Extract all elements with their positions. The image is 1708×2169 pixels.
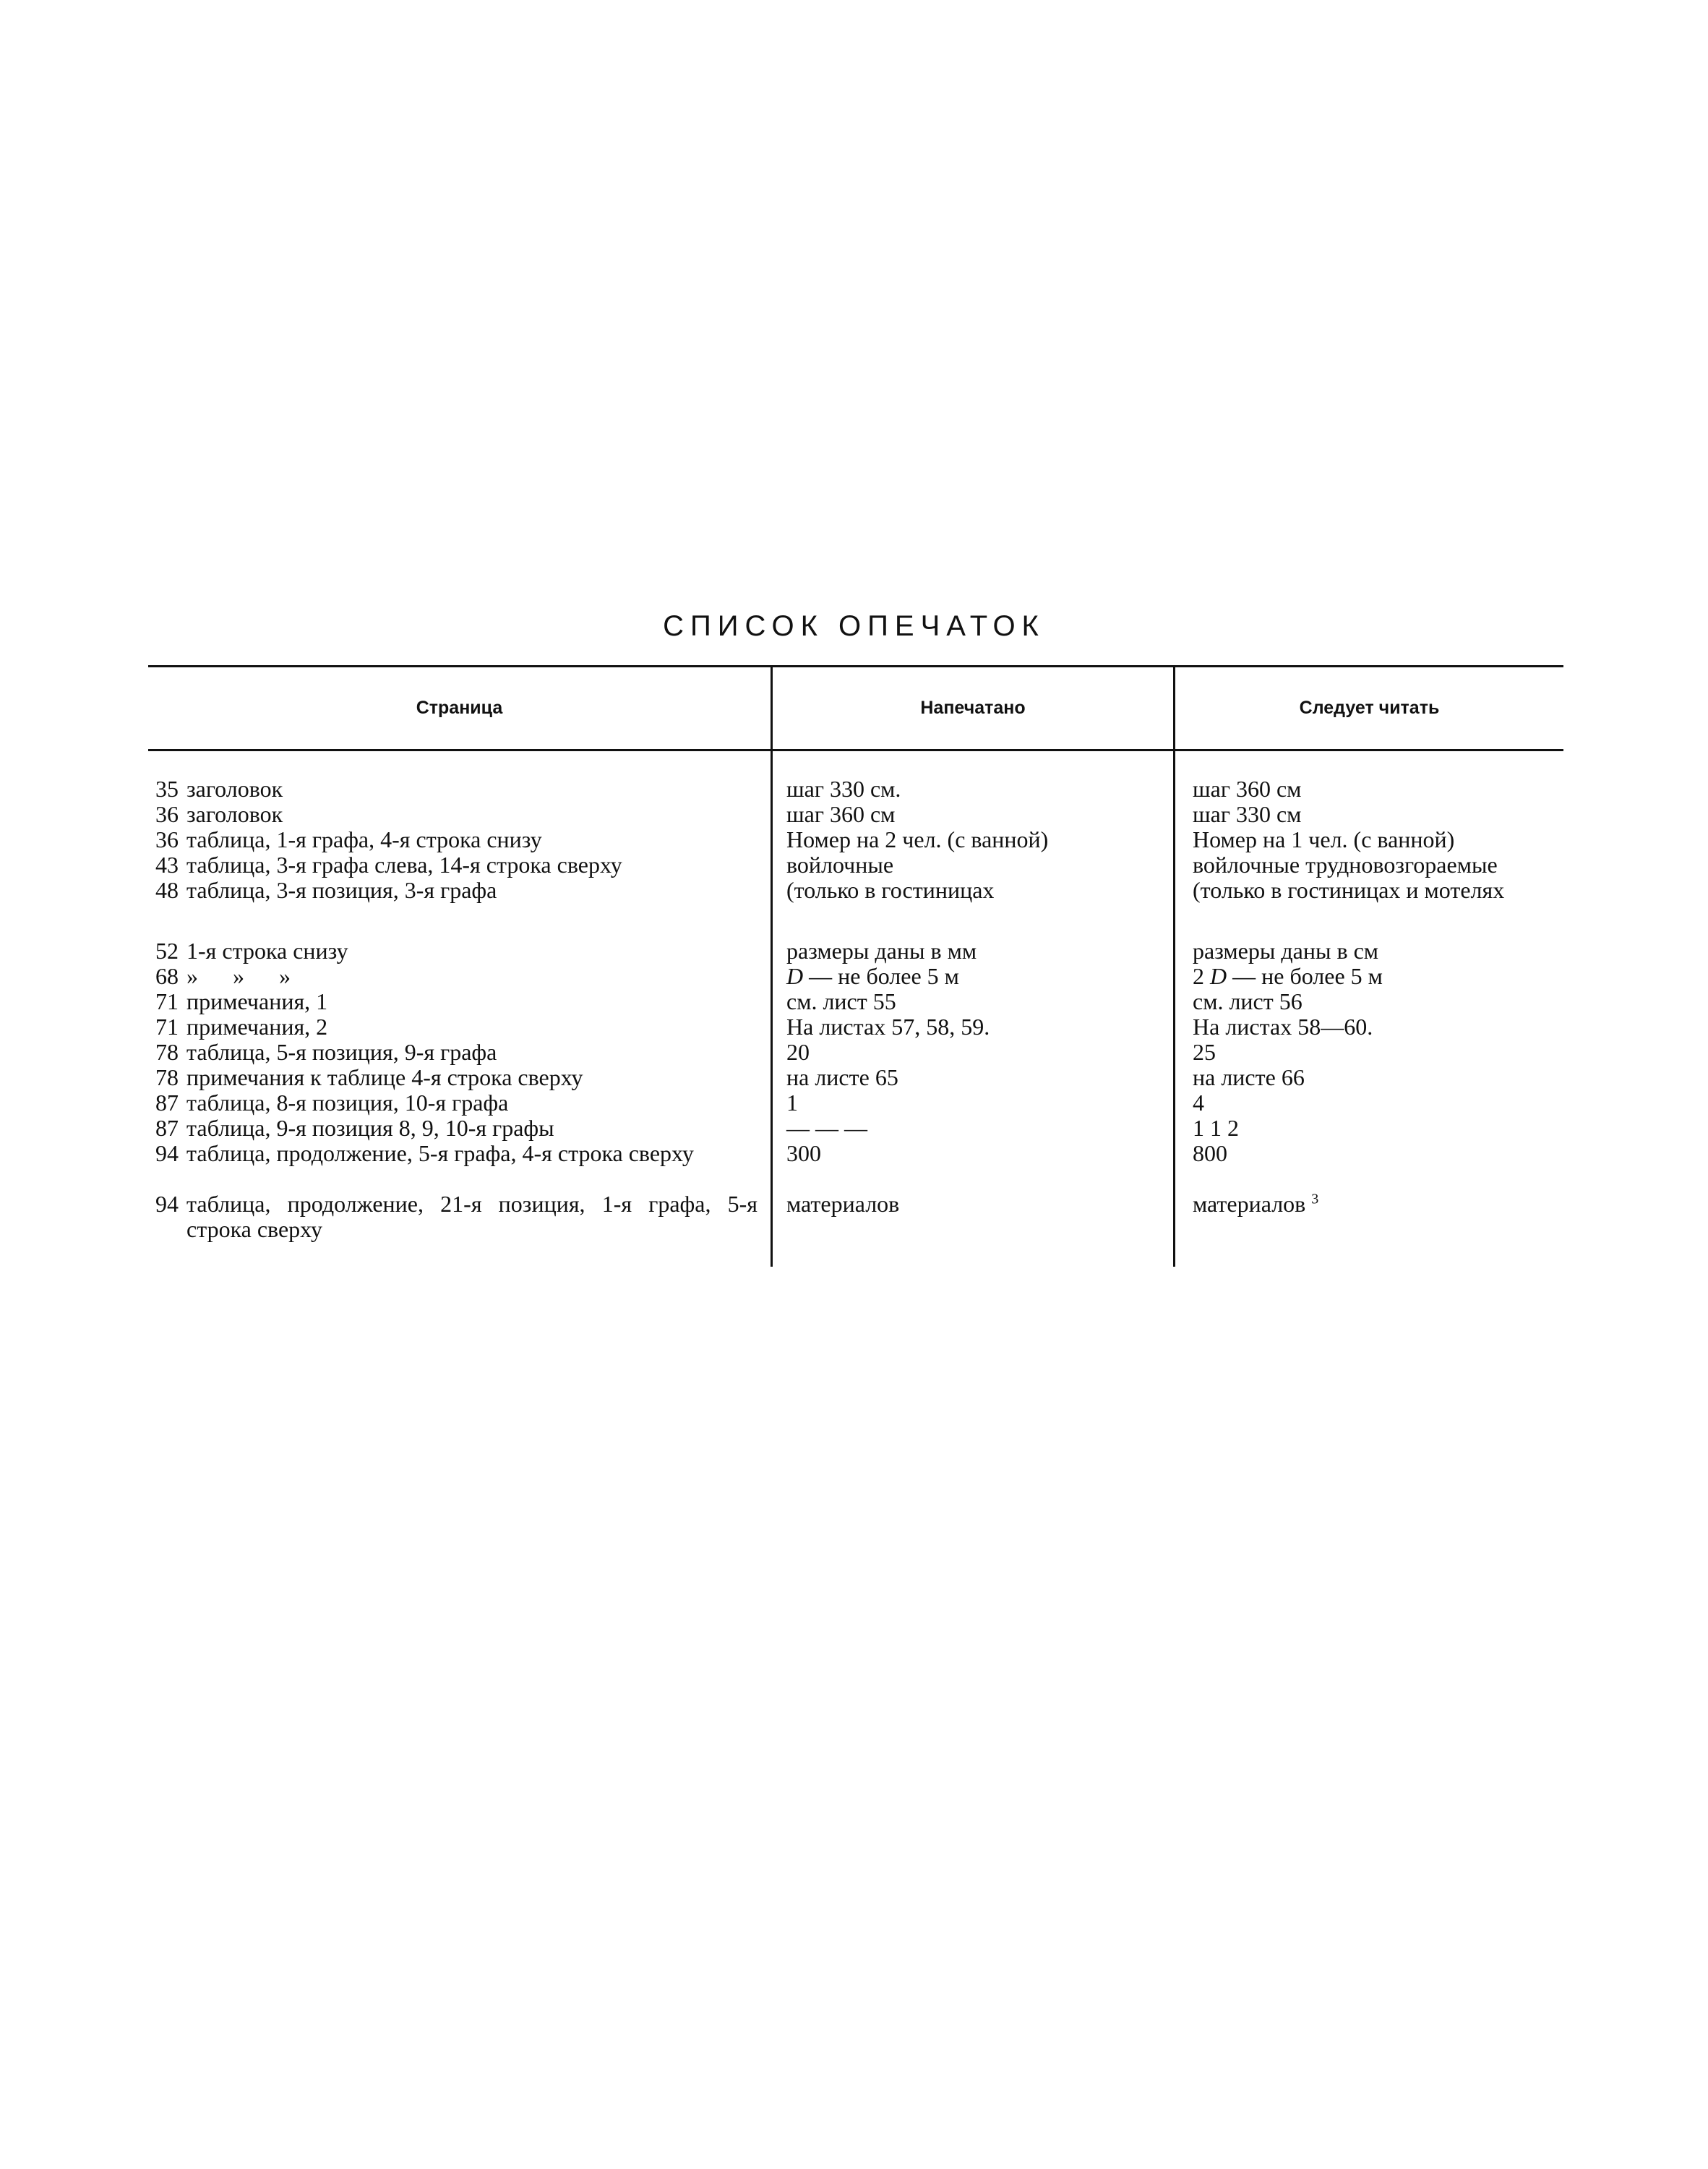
row-printed: — — — bbox=[786, 1115, 867, 1141]
row-location: таблица, 9-я позиция 8, 9, 10-я графы bbox=[186, 1115, 554, 1141]
table-row bbox=[0, 1040, 1708, 1065]
row-page-number: 36 bbox=[155, 801, 179, 827]
row-location: таблица, 5-я позиция, 9-я графа bbox=[186, 1039, 497, 1065]
row-location: примечания к таблице 4-я строка сверху bbox=[186, 1064, 583, 1090]
correct-prefix: 2 bbox=[1193, 963, 1210, 989]
table-row bbox=[0, 827, 1708, 852]
row-printed: шаг 360 см bbox=[786, 801, 896, 827]
row-location: таблица, продолжение, 5-я графа, 4-я строка сверху bbox=[186, 1140, 694, 1166]
table-row bbox=[0, 1192, 1708, 1242]
table-row bbox=[0, 1065, 1708, 1090]
row-page-number: 78 bbox=[155, 1039, 179, 1065]
table-row bbox=[0, 1116, 1708, 1141]
printed-text: — не более 5 м bbox=[803, 963, 959, 989]
row-location: таблица, продолжение, 21-я позиция, 1-я графа, 5-я строка сверху bbox=[186, 1191, 758, 1242]
row-printed: размеры даны в мм bbox=[786, 938, 977, 964]
row-page-number: 87 bbox=[155, 1090, 179, 1116]
row-printed: войлочные bbox=[786, 852, 894, 878]
row-page-number: 87 bbox=[155, 1115, 179, 1141]
printed-italic-symbol: D bbox=[786, 963, 804, 989]
row-correct: Номер на 1 чел. (с ванной) bbox=[1193, 826, 1455, 852]
row-correct: На листах 58—60. bbox=[1193, 1014, 1373, 1040]
row-location: таблица, 3-я позиция, 3-я графа bbox=[186, 877, 497, 903]
row-correct: размеры даны в см bbox=[1193, 938, 1379, 964]
column-header-page: Страница bbox=[416, 698, 503, 718]
row-correct: 4 bbox=[1193, 1090, 1204, 1116]
footnote-marker: 3 bbox=[1311, 1191, 1319, 1207]
row-printed: (только в гостиницах bbox=[786, 877, 995, 903]
row-location: » » » bbox=[186, 963, 291, 989]
table-row bbox=[0, 1014, 1708, 1040]
row-correct: см. лист 56 bbox=[1193, 988, 1303, 1014]
row-printed: шаг 330 см. bbox=[786, 776, 901, 802]
table-top-rule bbox=[148, 665, 1563, 667]
row-page-number: 94 bbox=[155, 1140, 179, 1166]
row-printed bbox=[786, 964, 1162, 989]
correct-italic-symbol: D bbox=[1210, 963, 1227, 989]
row-printed: 300 bbox=[786, 1140, 821, 1166]
table-row bbox=[0, 878, 1708, 938]
correct-text: — не более 5 м bbox=[1227, 963, 1383, 989]
row-page-number: 68 bbox=[155, 963, 179, 989]
table-row bbox=[0, 989, 1708, 1014]
row-printed: 1 bbox=[786, 1090, 798, 1116]
row-correct: 800 bbox=[1193, 1140, 1227, 1166]
row-printed: 20 bbox=[786, 1039, 810, 1065]
table-row bbox=[0, 777, 1708, 802]
row-page-number: 36 bbox=[155, 826, 179, 852]
correct-text: материалов bbox=[1193, 1191, 1306, 1217]
column-header-correct: Следует читать bbox=[1299, 698, 1440, 718]
row-page-number: 78 bbox=[155, 1064, 179, 1090]
row-correct: шаг 360 см bbox=[1193, 776, 1302, 802]
table-row bbox=[0, 802, 1708, 827]
row-page-number: 43 bbox=[155, 852, 179, 878]
row-page-number: 35 bbox=[155, 776, 179, 802]
row-page-number: 52 bbox=[155, 938, 179, 964]
row-location: примечания, 2 bbox=[186, 1014, 328, 1040]
table-row bbox=[0, 1090, 1708, 1116]
row-location: таблица, 1-я графа, 4-я строка снизу bbox=[186, 826, 542, 852]
table-row bbox=[0, 852, 1708, 878]
table-row bbox=[0, 964, 1708, 989]
row-location: таблица, 3-я графа слева, 14-я строка сверху bbox=[186, 852, 622, 878]
row-printed: Номер на 2 чел. (с ванной) bbox=[786, 826, 1049, 852]
table-header-rule bbox=[148, 749, 1563, 751]
row-page-number: 94 bbox=[155, 1191, 179, 1217]
page-title: СПИСОК ОПЕЧАТОК bbox=[663, 610, 1045, 642]
row-location: заголовок bbox=[186, 776, 283, 802]
row-correct: войлочные трудновозгораемые bbox=[1193, 852, 1498, 878]
row-correct bbox=[1193, 964, 1574, 989]
row-printed: см. лист 55 bbox=[786, 988, 896, 1014]
row-correct: (только в гостиницах и мотелях bbox=[1193, 877, 1505, 903]
table-row bbox=[0, 1141, 1708, 1192]
table-row bbox=[0, 938, 1708, 964]
row-location: примечания, 1 bbox=[186, 988, 328, 1014]
row-correct: 1 1 2 bbox=[1193, 1115, 1239, 1141]
row-correct bbox=[1193, 1192, 1574, 1217]
row-location: заголовок bbox=[186, 801, 283, 827]
row-location: 1-я строка снизу bbox=[186, 938, 348, 964]
row-correct: на листе 66 bbox=[1193, 1064, 1305, 1090]
errata-table-body bbox=[0, 777, 1708, 1242]
row-location: таблица, 8-я позиция, 10-я графа bbox=[186, 1090, 509, 1116]
row-correct: 25 bbox=[1193, 1039, 1216, 1065]
row-correct: шаг 330 см bbox=[1193, 801, 1302, 827]
row-page-number: 71 bbox=[155, 988, 179, 1014]
column-header-printed: Напечатано bbox=[920, 698, 1026, 718]
row-page-number: 71 bbox=[155, 1014, 179, 1040]
row-page-number: 48 bbox=[155, 877, 179, 903]
row-printed: на листе 65 bbox=[786, 1064, 898, 1090]
row-printed: На листах 57, 58, 59. bbox=[786, 1014, 990, 1040]
row-printed: материалов bbox=[786, 1191, 900, 1217]
